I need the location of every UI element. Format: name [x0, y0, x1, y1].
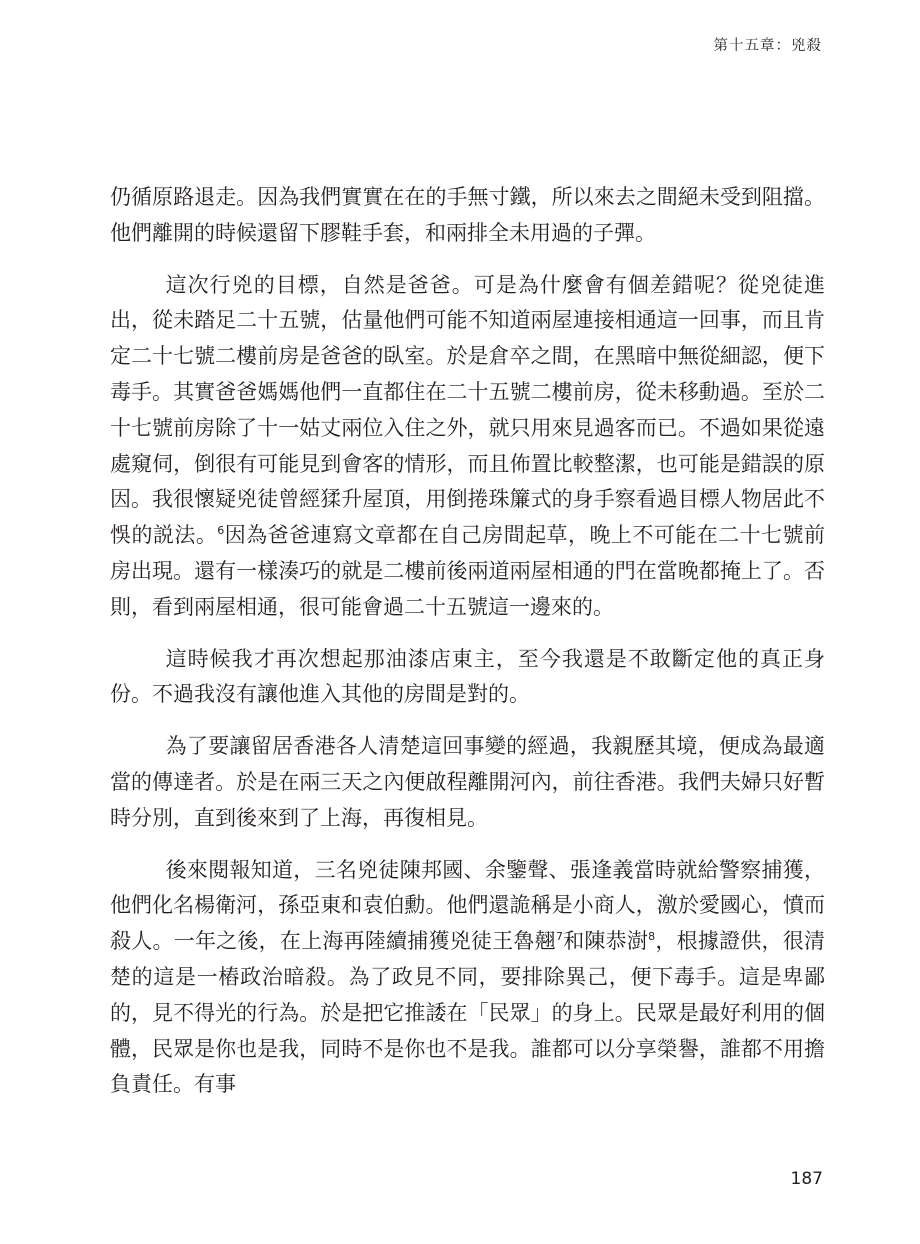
paragraph-3	[110, 642, 825, 714]
running-header-chapter-title: 第十五章：兇殺	[713, 38, 822, 54]
body-text	[110, 180, 825, 1103]
paragraph-4	[110, 729, 825, 836]
text-run: 這次行兇的目標，自然是爸爸。可是為什麼會有個差錯呢？從兇徒進出，從未踏足二十五號，估量他們可能不知道兩屋連接相通這一回事，而且肯定二十七號二樓前房是爸爸的臥室。於是倉卒之間，在黑暗中無從細認，便下毒手。其實爸爸媽媽他們一直都住在二十五號二樓前房，從未移動過。至於二十七號前房除了十一姑丈兩位入住之外，就只用來見過客而已。不過如果從遠處窺伺，倒很有可能見到會客的情形，而且佈置比較整潔，也可能是錯誤的原因。我很懷疑兇徒曾經猱升屋頂，用倒捲珠簾式的身手察看過目標人物居此不悞的説法。	[110, 272, 825, 548]
text-run: 因為爸爸連寫文章都在自己房間起草，晚上不可能在二十七號前房出現。還有一樣湊巧的就是二樓前後兩道兩屋相通的門在當晚都掩上了。否則，看到兩屋相通，很可能會過二十五號這一邊來的。	[110, 523, 826, 619]
text-run: 這時候我才再次想起那油漆店東主，至今我還是不敢斷定他的真正身份。不過我沒有讓他進入其他的房間是對的。	[110, 646, 825, 707]
text-run: 仍循原路退走。因為我們實實在在的手無寸鐵，所以來去之間絕未受到阻擋。他們離開的時候還留下膠鞋手套，和兩排全未用過的子彈。	[110, 185, 825, 245]
footnote-reference-6[interactable]: 6	[217, 523, 225, 537]
footnote-reference-7[interactable]: 7	[555, 929, 563, 943]
text-run: ，根據證供，很清楚的這是一樁政治暗殺。為了政見不同，要排除異己，便下毒手。這是卑鄙的，見不得光的行為。於是把它推諉在「民眾」的身上。民眾是最好利用的個體，民眾是你也是我，同時不是你也不是我。誰都可以分享榮譽，誰都不用擔負責任。有事	[110, 929, 826, 1097]
paragraph-1	[110, 180, 825, 252]
paragraph-2	[110, 268, 825, 626]
paragraph-5	[110, 853, 825, 1104]
footnote-reference-8[interactable]: 8	[648, 929, 656, 943]
page-number: 187	[790, 1169, 823, 1189]
text-run: 和陳恭澍	[562, 929, 649, 954]
text-run: 為了要讓留居香港各人清楚這回事變的經過，我親歷其境，便成為最適當的傳達者。於是在兩三天之內便啟程離開河內，前往香港。我們夫婦只好暫時分別，直到後來到了上海，再復相見。	[110, 734, 825, 830]
text-run: 後來閱報知道，三名兇徒陳邦國、余鑒聲、張逢義當時就給警察捕獲，他們化名楊衛河，孫亞東和袁伯勳。他們還詭稱是小商人，激於愛國心，憤而殺人。一年之後，在上海再陸續捕獲兇徒王魯翹	[110, 857, 825, 954]
